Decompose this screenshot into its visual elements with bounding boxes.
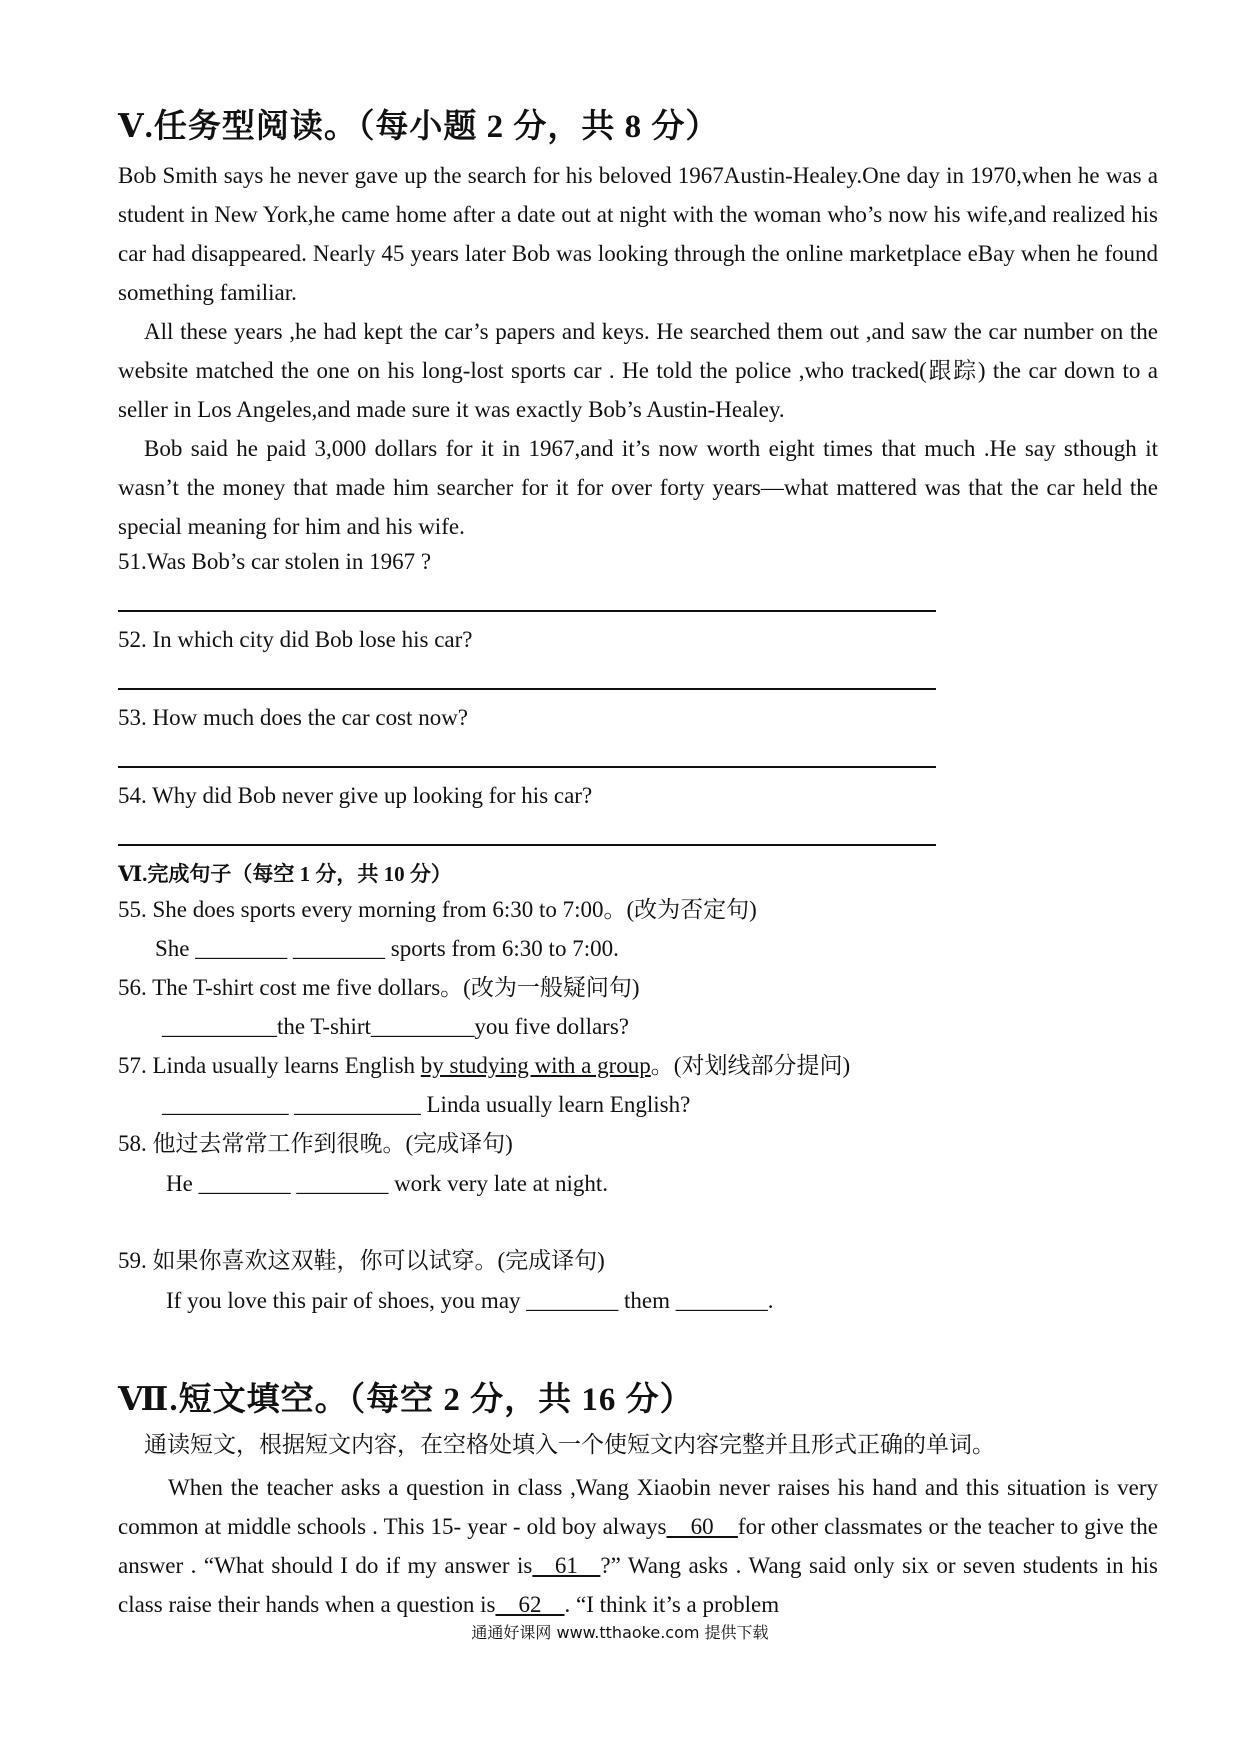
question-56: 56. The T-shirt cost me five dollars。(改为一般疑问句)	[118, 975, 640, 1000]
section7-instruction: 通读短文，根据短文内容，在空格处填入一个使短文内容完整并且形式正确的单词。	[144, 1432, 995, 1457]
section6-title: Ⅵ.完成句子（每空 1 分，共 10 分）	[118, 862, 452, 886]
section7-title: Ⅶ.短文填空。（每空 2 分，共 16 分）	[118, 1382, 694, 1418]
answer-line-54[interactable]	[118, 844, 936, 846]
passage-text-2: for other classmates or the teacher to give the answer . “What should I do if my answer is	[118, 1514, 1159, 1578]
answer-line-53[interactable]	[118, 766, 936, 768]
question-54: 54. Why did Bob never give up looking for his car?	[118, 783, 593, 808]
question-57-underlined: by studying with a group	[420, 1053, 651, 1078]
section7-passage	[118, 1468, 1158, 1624]
passage-text-1: When the teacher asks a question in class ,Wang Xiaobin never raises his hand and this situation is very common at middle schools . This 15- year - old boy always	[118, 1475, 1158, 1539]
question-57-instruction: 。(对划线部分提问)	[650, 1053, 851, 1078]
question-55-fill[interactable]: She ________ ________ sports from 6:30 to 7:00.	[155, 936, 619, 961]
section5-paragraph-1: Bob Smith says he never gave up the search for his beloved 1967Austin-Healey.One day in 1970,when he was a student in New York,he came home after a date out at night with the woman who’s now his wife,and realized his car had disappeared. Nearly 45 years later Bob was looking through the online marketplace eBay when he found something familiar.	[118, 163, 1158, 305]
question-57-text: 57. Linda usually learns English	[118, 1053, 421, 1078]
section5-paragraph-3: Bob said he paid 3,000 dollars for it in 1967,and it’s now worth eight times that much .He say sthough it wasn’t the money that made him searcher for it for over forty years—what mattered was that the car held the special meaning for him and his wife.	[118, 436, 1158, 539]
passage-text-3: ?” Wang asks . Wang said only six or seven students in his class raise their hands when a question is	[118, 1553, 1158, 1617]
question-51: 51.Was Bob’s car stolen in 1967 ?	[118, 549, 432, 574]
question-56-fill[interactable]: __________the T-shirt_________you five dollars?	[162, 1014, 629, 1039]
question-59-fill[interactable]: If you love this pair of shoes, you may ________ them ________.	[166, 1288, 774, 1313]
question-52: 52. In which city did Bob lose his car?	[118, 627, 473, 652]
question-55: 55. She does sports every morning from 6:30 to 7:00。(改为否定句)	[118, 897, 757, 922]
blank-60[interactable]: 60	[666, 1514, 738, 1539]
answer-line-51[interactable]	[118, 610, 936, 612]
blank-61[interactable]: 61	[532, 1553, 601, 1578]
question-53: 53. How much does the car cost now?	[118, 705, 469, 730]
answer-line-52[interactable]	[118, 688, 936, 690]
section5-title: Ⅴ.任务型阅读。（每小题 2 分，共 8 分）	[118, 109, 720, 145]
question-57	[118, 1051, 850, 1081]
section5-paragraph-2: All these years ,he had kept the car’s papers and keys. He searched them out ,and saw the car number on the website matched the one on his long-lost sports car . He told the police ,who tracked(跟踪) the car down to a seller in Los Angeles,and made sure it was exactly Bob’s Austin-Healey.	[118, 319, 1158, 422]
question-57-fill[interactable]: ___________ ___________ Linda usually learn English?	[162, 1092, 691, 1117]
question-58-fill[interactable]: He ________ ________ work very late at night.	[166, 1171, 609, 1196]
question-58: 58. 他过去常常工作到很晚。(完成译句)	[118, 1131, 513, 1156]
question-59: 59. 如果你喜欢这双鞋，你可以试穿。(完成译句)	[118, 1248, 605, 1273]
blank-62[interactable]: 62	[495, 1592, 565, 1617]
passage-text-4: . “I think it’s a problem	[564, 1592, 780, 1617]
page-footer: 通通好课网 www.tthaoke.com 提供下载	[471, 1623, 769, 1642]
